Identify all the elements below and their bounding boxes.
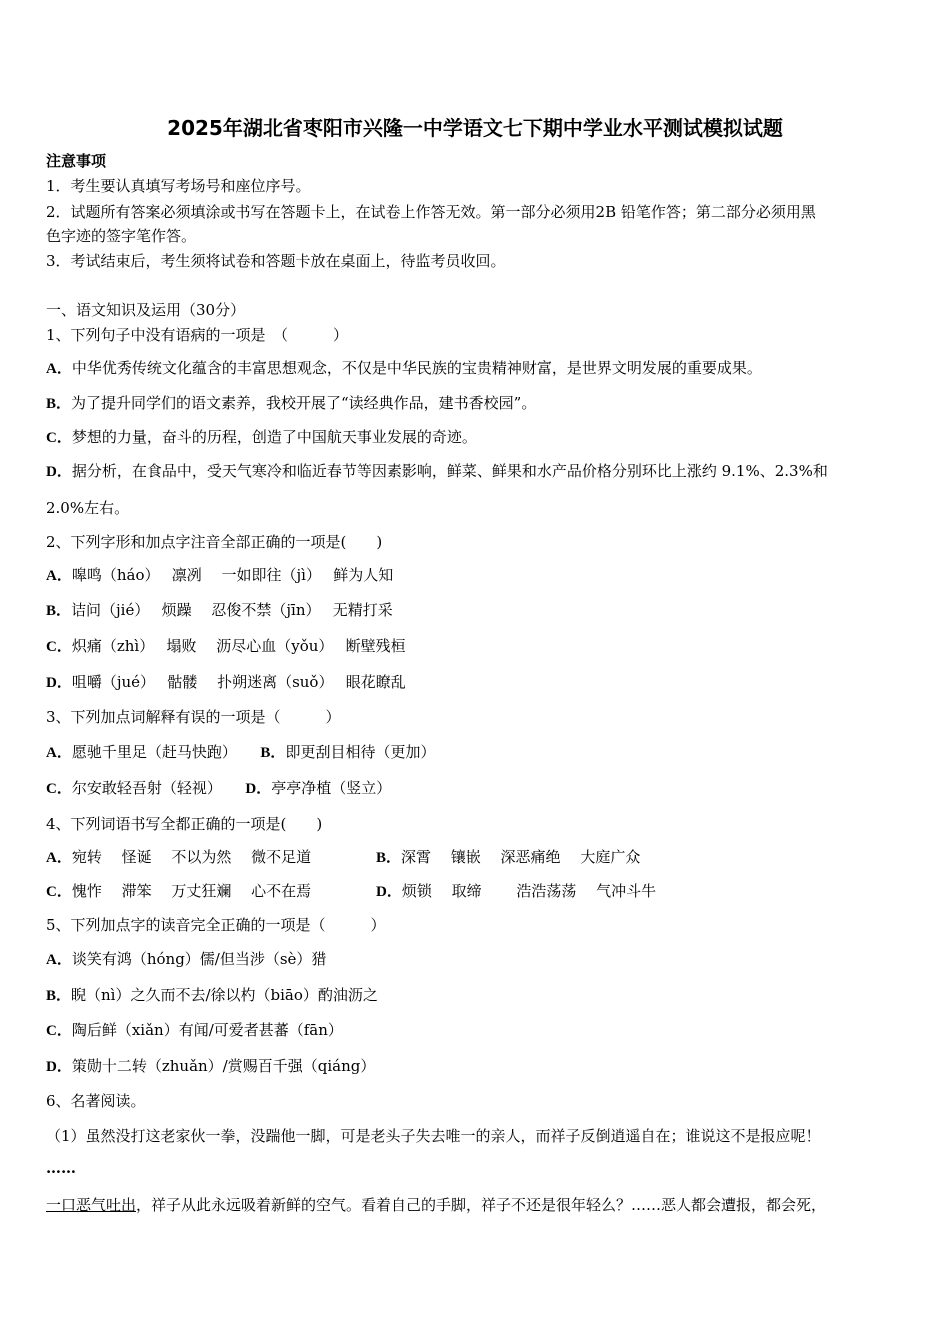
option-text: 亭亭净植（竖立）: [271, 779, 392, 797]
option-letter: C．: [46, 1023, 72, 1039]
notice-item-1: 1．考生要认真填写考场号和座位序号。: [46, 177, 311, 195]
option-text: 陶后鲜（xiǎn）有闻/可爱者甚蕃（fān）: [71, 1021, 343, 1039]
q4-stem: 4、下列词语书写全都正确的一项是( ): [46, 815, 323, 833]
option-letter: B．: [376, 850, 402, 866]
q6-passage-2: [46, 1194, 908, 1216]
option-letter: C．: [46, 884, 72, 900]
q2-option-c: [46, 635, 908, 658]
q5-option-d: [46, 1055, 908, 1078]
q6-ellipsis: ……: [46, 1159, 76, 1177]
q5-stem: 5、下列加点字的读音完全正确的一项是（ ）: [46, 916, 386, 934]
q4-options-ab: [46, 846, 908, 869]
option-text: 尔安敢轻吾射（轻视）: [71, 779, 222, 797]
q3-options-ab: [46, 741, 908, 764]
option-text: 深霄 镶嵌 深恶痛绝 大庭广众: [401, 848, 641, 866]
q1-stem: 1、下列句子中没有语病的一项是 （ ）: [46, 326, 349, 344]
option-text: 咀嚼（jué） 骷髅 扑朔迷离（suǒ） 眼花瞭乱: [71, 673, 406, 691]
option-letter: B．: [260, 745, 286, 761]
option-text: 即更刮目相待（更加）: [285, 743, 436, 761]
q1-option-c: [46, 426, 908, 449]
notice-heading: 注意事项: [46, 152, 107, 170]
q5-option-a: [46, 948, 908, 971]
q1-option-d: [46, 460, 908, 483]
q1-option-d-cont: 2.0%左右。: [46, 499, 130, 517]
option-letter: D．: [46, 464, 72, 480]
option-text: 愧怍 滞笨 万丈狂斓 心不在焉: [71, 882, 312, 900]
option-text: 愿驰千里足（赶马快跑）: [71, 743, 237, 761]
option-letter: A．: [46, 745, 72, 761]
q2-option-d: [46, 671, 908, 694]
notice-item-2-cont: 色字迹的签字笔作答。: [46, 227, 197, 245]
q1-option-b: [46, 392, 908, 415]
option-letter: C．: [46, 639, 72, 655]
option-text: 据分析，在食品中，受天气寒冷和临近春节等因素影响，鲜菜、鲜果和水产品价格分别环比上涨约 9.1%、2.3%和: [71, 462, 828, 480]
option-letter: A．: [46, 850, 72, 866]
option-letter: C．: [46, 781, 72, 797]
q1-option-a: [46, 357, 908, 380]
option-text: 中华优秀传统文化蕴含的丰富思想观念，不仅是中华民族的宝贵精神财富，是世界文明发展的重要成果。: [71, 359, 762, 377]
option-text: 谈笑有鸿（hóng）儒/但当涉（sè）猎: [71, 950, 327, 968]
option-letter: B．: [46, 988, 72, 1004]
option-letter: B．: [46, 603, 72, 619]
option-text: 策勋十二转（zhuǎn）/赏赐百千强（qiáng）: [71, 1057, 376, 1075]
page-title: 2025年湖北省枣阳市兴隆一中学语文七下期中学业水平测试模拟试题: [167, 116, 783, 140]
q2-stem: 2、下列字形和加点字注音全部正确的一项是( ): [46, 533, 383, 551]
q6-stem: 6、名著阅读。: [46, 1092, 146, 1110]
q4-options-cd: [46, 880, 908, 903]
option-letter: A．: [46, 568, 72, 584]
option-letter: A．: [46, 361, 72, 377]
q3-stem: 3、下列加点词解释有误的一项是（ ）: [46, 708, 341, 726]
q5-option-c: [46, 1019, 908, 1042]
option-letter: D．: [46, 1059, 72, 1075]
q2-option-b: [46, 599, 908, 622]
section-heading: 一、语文知识及运用（30分）: [46, 301, 246, 319]
option-text: 宛转 怪诞 不以为然 微不足道: [71, 848, 312, 866]
notice-item-2: 2．试题所有答案必须填涂或书写在答题卡上，在试卷上作答无效。第一部分必须用2B 铅笔作答；第二部分必须用黑: [46, 203, 816, 221]
underlined-phrase: 一口恶气吐出: [46, 1196, 137, 1214]
notice-item-3: 3．考试结束后，考生须将试卷和答题卡放在桌面上，待监考员收回。: [46, 252, 506, 270]
option-text: 为了提升同学们的语文素养，我校开展了“读经典作品，建书香校园”。: [71, 394, 537, 412]
q2-option-a: [46, 564, 908, 587]
option-letter: B．: [46, 396, 72, 412]
option-text: 睨（nì）之久而不去/徐以杓（biāo）酌油沥之: [71, 986, 378, 1004]
option-letter: D．: [376, 884, 402, 900]
option-text: 梦想的力量，奋斗的历程，创造了中国航天事业发展的奇迹。: [71, 428, 477, 446]
option-letter: D．: [46, 675, 72, 691]
q3-options-cd: [46, 777, 908, 800]
option-text: 嗥鸣（háo） 凛冽 一如即往（jì） 鲜为人知: [71, 566, 394, 584]
option-text: 炽痛（zhì） 塌败 沥尽心血（yǒu） 断壁残桓: [71, 637, 406, 655]
option-text: 诘问（jié） 烦躁 忍俊不禁（jīn） 无精打采: [71, 601, 393, 619]
option-text: 烦锁 取缔 浩浩荡荡 气冲斗牛: [401, 882, 657, 900]
option-letter: C．: [46, 430, 72, 446]
option-letter: A．: [46, 952, 72, 968]
option-letter: D．: [245, 781, 272, 797]
q5-option-b: [46, 984, 908, 1007]
q6-passage-1: （1）虽然没打这老家伙一拳，没踹他一脚，可是老头子失去唯一的亲人，而祥子反倒逍遥自在；谁说这不是报应呢！: [46, 1127, 821, 1145]
passage-text: ，祥子从此永远吸着新鲜的空气。看着自己的手脚，祥子不还是很年轻么？……恶人都会遭报，都会死，: [136, 1196, 827, 1214]
